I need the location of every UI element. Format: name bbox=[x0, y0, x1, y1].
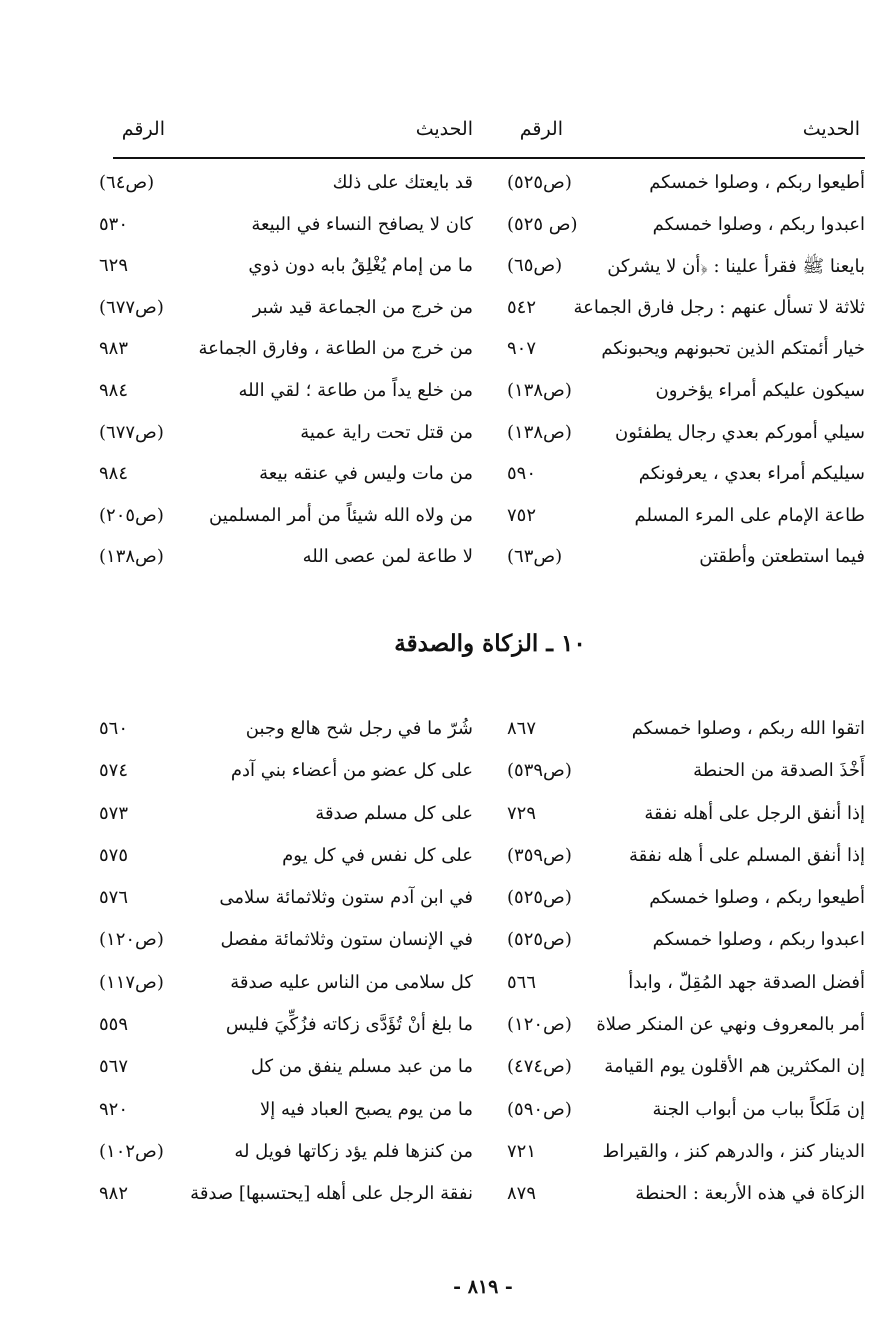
hadith-number: ٨٧٩ bbox=[507, 1183, 537, 1205]
section1-left-column bbox=[99, 172, 473, 588]
index-row bbox=[507, 1056, 865, 1098]
index-row bbox=[99, 760, 473, 802]
hadith-number: ٩٢٠ bbox=[99, 1098, 129, 1120]
hadith-number: (ص١٣٨) bbox=[507, 379, 572, 401]
hadith-number: ٧٢١ bbox=[507, 1140, 537, 1162]
index-row bbox=[99, 844, 473, 887]
hadith-number: (ص٦٧٧) bbox=[99, 296, 164, 318]
index-row bbox=[99, 379, 473, 422]
hadith-number: ٥٧٦ bbox=[99, 887, 129, 909]
hadith-text: اعبدوا ربكم ، وصلوا خمسكم bbox=[652, 213, 865, 235]
index-row bbox=[507, 505, 865, 547]
index-row bbox=[507, 1183, 865, 1225]
hadith-text: طاعة الإمام على المرء المسلم bbox=[634, 504, 865, 526]
index-row bbox=[99, 971, 473, 1014]
hadith-number: ٨٦٧ bbox=[507, 718, 537, 739]
page-number: - ٨١٩ - bbox=[453, 1276, 513, 1298]
hadith-number: (ص٣٥٩) bbox=[507, 844, 572, 866]
header-rule bbox=[113, 157, 865, 159]
hadith-text: أَخْذَ الصدقة من الحنطة bbox=[693, 760, 865, 782]
hadith-text: أمر بالمعروف ونهي عن المنكر صلاة bbox=[596, 1014, 865, 1036]
hadith-text: ثلاثة لا تسأل عنهم : رجل فارق الجماعة bbox=[573, 296, 865, 318]
index-row bbox=[99, 296, 473, 339]
hadith-number: ٩٨٣ bbox=[99, 338, 129, 360]
index-row bbox=[507, 887, 865, 929]
index-row bbox=[507, 845, 865, 887]
header-hadith-left: الحديث bbox=[415, 118, 473, 140]
index-row bbox=[507, 255, 865, 297]
hadith-text: سيكون عليكم أمراء يؤخرون bbox=[655, 379, 865, 401]
hadith-text: كان لا يصافح النساء في البيعة bbox=[251, 213, 473, 235]
hadith-text: على كل نفس في كل يوم bbox=[282, 844, 473, 866]
hadith-number: ٥٣٠ bbox=[99, 213, 129, 235]
hadith-number: (ص٦٤) bbox=[99, 172, 155, 193]
hadith-number: ٩٠٧ bbox=[507, 338, 537, 360]
index-row bbox=[99, 1056, 473, 1098]
index-row bbox=[99, 504, 473, 547]
header-number-right: الرقم bbox=[519, 118, 563, 140]
index-row bbox=[99, 338, 473, 380]
index-row bbox=[507, 760, 865, 802]
hadith-text: في ابن آدم ستون وثلاثمائة سلامى bbox=[219, 887, 473, 909]
index-row bbox=[99, 1140, 473, 1183]
hadith-number: ٥٧٤ bbox=[99, 760, 129, 782]
index-row bbox=[99, 1098, 473, 1141]
index-row bbox=[99, 546, 473, 588]
hadith-text: لا طاعة لمن عصى الله bbox=[302, 546, 473, 568]
hadith-text: من مات وليس في عنقه بيعة bbox=[259, 463, 473, 485]
index-row bbox=[507, 214, 865, 256]
hadith-text: من ولاه الله شيئاً من أمر المسلمين bbox=[209, 504, 473, 526]
index-row bbox=[507, 463, 865, 505]
hadith-text: قد بايعتك على ذلك bbox=[332, 172, 473, 193]
hadith-number: ٧٥٢ bbox=[507, 504, 537, 526]
section2-right-column bbox=[507, 718, 865, 1226]
index-row bbox=[99, 802, 473, 845]
hadith-number: (ص١١٧) bbox=[99, 971, 164, 993]
hadith-text: إن مَلَكاً بباب من أبواب الجنة bbox=[652, 1098, 865, 1120]
index-row bbox=[507, 546, 865, 588]
hadith-text: ما من عبد مسلم ينفق من كل bbox=[250, 1056, 473, 1078]
hadith-text: فيما استطعتن وأطقتن bbox=[699, 546, 865, 568]
index-row bbox=[507, 1014, 865, 1056]
hadith-text: اعبدوا ربكم ، وصلوا خمسكم bbox=[652, 929, 865, 951]
index-row bbox=[507, 380, 865, 422]
hadith-number: ٦٢٩ bbox=[99, 255, 129, 277]
index-row bbox=[99, 1014, 473, 1056]
hadith-text: أفضل الصدقة جهد المُقِلّ ، وابدأ bbox=[628, 971, 865, 993]
hadith-text: نفقة الرجل على أهله [يحتسبها] صدقة bbox=[190, 1183, 473, 1205]
hadith-number: ٥٥٩ bbox=[99, 1014, 129, 1036]
hadith-text: من قتل تحت راية عمية bbox=[300, 421, 473, 443]
hadith-text: شُرّ ما في رجل شح هالع وجبن bbox=[245, 718, 473, 739]
hadith-text: ما بلغ أنْ تُؤَدَّى زكاته فزُكِّيَ فليس bbox=[225, 1014, 473, 1036]
hadith-number: (ص١٣٨) bbox=[507, 421, 572, 443]
hadith-text: الدينار كنز ، والدرهم كنز ، والقيراط bbox=[602, 1140, 865, 1162]
hadith-number: ٥٤٢ bbox=[507, 296, 537, 318]
index-row bbox=[507, 172, 865, 214]
hadith-number: (ص٥٣٩) bbox=[507, 760, 572, 782]
index-row bbox=[99, 172, 473, 214]
hadith-number: (ص١٢٠) bbox=[99, 929, 164, 951]
index-row bbox=[99, 929, 473, 971]
index-row bbox=[507, 1141, 865, 1183]
index-row bbox=[99, 213, 473, 256]
hadith-text: إن المكثرين هم الأقلون يوم القيامة bbox=[604, 1056, 865, 1078]
index-row bbox=[507, 929, 865, 971]
hadith-text: أطيعوا ربكم ، وصلوا خمسكم bbox=[649, 887, 865, 909]
hadith-text: اتقوا الله ربكم ، وصلوا خمسكم bbox=[631, 718, 865, 739]
hadith-number: (ص١٣٨) bbox=[99, 546, 164, 568]
hadith-number: ٥٦٠ bbox=[99, 718, 129, 739]
index-row bbox=[99, 421, 473, 464]
hadith-number: (ص٢٠٥) bbox=[99, 504, 164, 526]
index-row bbox=[99, 887, 473, 929]
hadith-text: الزكاة في هذه الأربعة : الحنطة bbox=[635, 1183, 865, 1205]
hadith-number: ٥٧٥ bbox=[99, 844, 129, 866]
hadith-text: خيار أئمتكم الذين تحبونهم ويحبونكم bbox=[601, 338, 865, 360]
hadith-number: ٥٦٦ bbox=[507, 971, 537, 993]
section-title: ١٠ ـ الزكاة والصدقة bbox=[394, 630, 586, 657]
hadith-number: ٩٨٤ bbox=[99, 463, 129, 485]
hadith-number: (ص ٥٢٥) bbox=[507, 213, 578, 235]
index-row bbox=[507, 718, 865, 760]
hadith-number: (ص٦٥) bbox=[507, 255, 563, 277]
hadith-text: من خلع يداً من طاعة ؛ لقي الله bbox=[238, 379, 473, 401]
hadith-text: كل سلامى من الناس عليه صدقة bbox=[230, 971, 473, 993]
hadith-number: (ص٥٩٠) bbox=[507, 1098, 572, 1120]
hadith-number: ٥٩٠ bbox=[507, 463, 537, 485]
index-row bbox=[507, 803, 865, 845]
index-row bbox=[99, 718, 473, 760]
hadith-text: في الإنسان ستون وثلاثمائة مفصل bbox=[220, 929, 473, 951]
hadith-text: أطيعوا ربكم ، وصلوا خمسكم bbox=[649, 172, 865, 193]
header-number-left: الرقم bbox=[121, 118, 165, 140]
hadith-number: ٥٧٣ bbox=[99, 802, 129, 824]
index-row bbox=[507, 972, 865, 1014]
index-row bbox=[507, 422, 865, 464]
hadith-number: (ص١٠٢) bbox=[99, 1140, 164, 1162]
hadith-number: (ص١٢٠) bbox=[507, 1014, 572, 1036]
hadith-number: ٩٨٤ bbox=[99, 379, 129, 401]
hadith-number: ٧٢٩ bbox=[507, 802, 537, 824]
hadith-number: (ص٤٧٤) bbox=[507, 1056, 572, 1078]
hadith-number: (ص٦٣) bbox=[507, 546, 563, 568]
hadith-number: (ص٥٢٥) bbox=[507, 887, 572, 909]
hadith-text: ما من يوم يصبح العباد فيه إلا bbox=[260, 1098, 473, 1120]
header-hadith-right: الحديث bbox=[802, 118, 860, 140]
section2-left-column bbox=[99, 718, 473, 1226]
hadith-text: ما من إمام يُغْلِقُ بابه دون ذوي bbox=[248, 255, 473, 277]
hadith-number: (ص٥٢٥) bbox=[507, 929, 572, 951]
hadith-text: من خرج من الجماعة قيد شبر bbox=[252, 296, 473, 318]
hadith-text: على كل عضو من أعضاء بني آدم bbox=[230, 760, 473, 782]
index-row bbox=[99, 255, 473, 297]
index-row bbox=[99, 1183, 473, 1225]
hadith-text: من خرج من الطاعة ، وفارق الجماعة bbox=[198, 338, 473, 360]
section1-right-column bbox=[507, 172, 865, 588]
hadith-text: إذا أنفق الرجل على أهله نفقة bbox=[644, 802, 865, 824]
hadith-text: سيلي أموركم بعدي رجال يطفئون bbox=[615, 421, 865, 443]
index-row bbox=[507, 338, 865, 380]
hadith-number: (ص٦٧٧) bbox=[99, 421, 164, 443]
hadith-number: ٥٦٧ bbox=[99, 1056, 129, 1078]
hadith-number: ٩٨٢ bbox=[99, 1183, 129, 1205]
index-row bbox=[507, 297, 865, 339]
hadith-text: بايعنا ﷺ فقرأ علينا : ﴿أن لا يشركن bbox=[607, 256, 865, 278]
hadith-text: على كل مسلم صدقة bbox=[315, 802, 473, 824]
hadith-text: سيليكم أمراء بعدي ، يعرفونكم bbox=[638, 463, 865, 485]
hadith-text: إذا أنفق المسلم على أ هله نفقة bbox=[628, 844, 865, 866]
index-row bbox=[99, 463, 473, 505]
index-row bbox=[507, 1099, 865, 1141]
hadith-number: (ص٥٢٥) bbox=[507, 172, 572, 193]
hadith-text: من كنزها فلم يؤد زكاتها فويل له bbox=[234, 1140, 473, 1162]
